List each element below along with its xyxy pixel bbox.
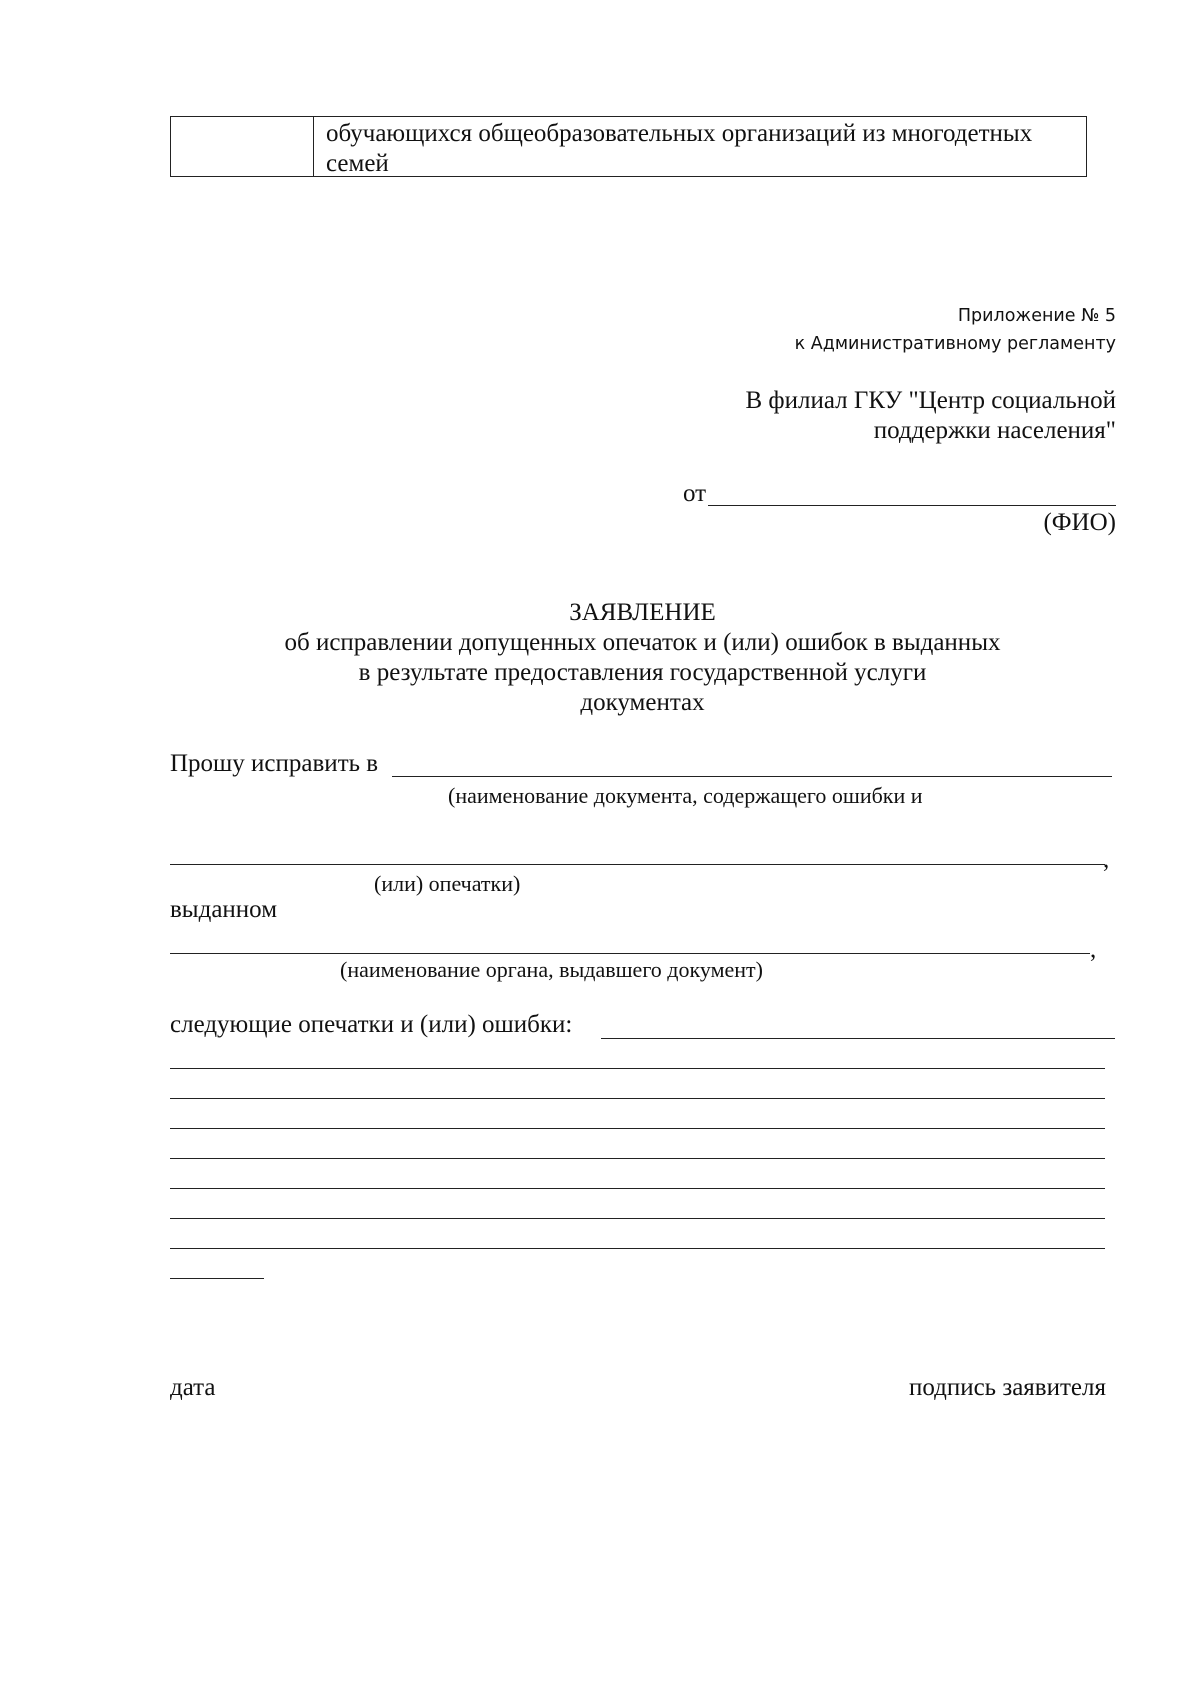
document-title [170,598,1115,718]
errors-line-5[interactable] [170,1188,1105,1189]
errors-label: следующие опечатки и (или) ошибки: [170,1011,573,1038]
errors-line-7[interactable] [170,1248,1105,1249]
appendix-reference: к Административному регламенту [794,334,1116,354]
errors-line-0[interactable] [601,1038,1115,1039]
addressee-block [600,386,1116,446]
signature-label: подпись заявителя [908,1374,1106,1401]
errors-line-3[interactable] [170,1128,1105,1129]
title-line-3: документах [580,689,705,716]
errors-line-8[interactable] [170,1278,264,1279]
errors-line-4[interactable] [170,1158,1105,1159]
table-fragment [170,116,1087,177]
request-label: Прошу исправить в [170,750,379,777]
document-caption-1: (наименование документа, содержащего ошибки и [448,783,923,808]
from-label: от [683,480,707,507]
comma-2: , [1090,936,1097,963]
document-name-line-2[interactable] [170,864,1105,865]
issuing-organ-line[interactable] [170,953,1090,954]
addressee-line-2: поддержки населения" [873,417,1116,444]
date-label: дата [170,1374,216,1401]
table-column-divider [313,117,314,176]
appendix-number: Приложение № 5 [957,306,1116,326]
table-cell-line-1: обучающихся общеобразовательных организаций из многодетных [326,120,1033,147]
errors-line-6[interactable] [170,1218,1105,1219]
document-caption-2: (или) опечатки) [374,871,521,896]
title-heading: ЗАЯВЛЕНИЕ [569,599,716,626]
table-cell-line-2: семей [326,150,389,177]
fio-caption: (ФИО) [1043,509,1116,536]
errors-line-1[interactable] [170,1068,1105,1069]
document-name-line[interactable] [392,776,1112,777]
comma-1: , [1103,846,1110,873]
table-cell-text [326,119,1086,179]
appendix-header [700,302,1116,358]
title-line-1: об исправлении допущенных опечаток и (или) ошибок в выданных [284,629,1001,656]
errors-line-2[interactable] [170,1098,1105,1099]
organ-caption: (наименование органа, выдавшего документ) [340,957,763,982]
title-line-2: в результате предоставления государственной услуги [358,659,927,686]
addressee-line-1: В филиал ГКУ "Центр социальной [745,387,1116,414]
applicant-name-line[interactable] [708,505,1116,506]
issued-label: выданном [170,896,278,923]
